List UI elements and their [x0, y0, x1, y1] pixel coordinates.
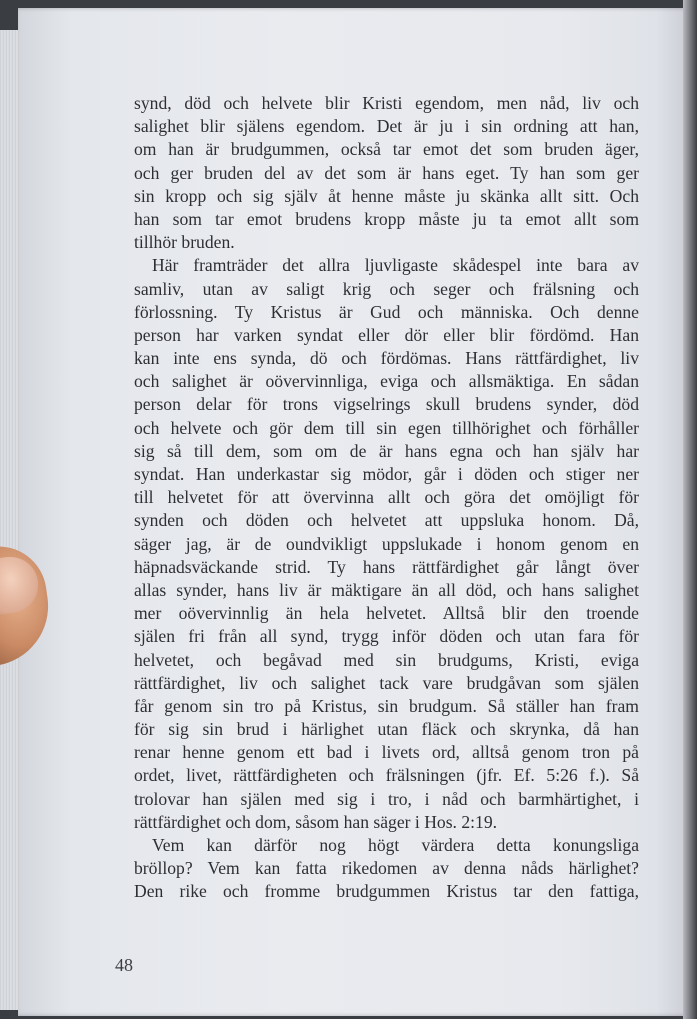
text-line: synd, död och helvete blir Kristi egendom, men nåd, liv och	[134, 93, 639, 113]
text-line: får genom sin tro på Kristus, sin brudgum. Så ställer han fram	[134, 695, 639, 716]
text-line: för sig sin brud i härlighet utan fläck och skrynka, då han	[134, 719, 639, 740]
text-line: Här framträder det allra ljuvligaste skådespel inte bara av	[152, 255, 639, 276]
text-line: sig så till dem, som om de är hans egna och han själv har	[134, 440, 639, 461]
text-line: renar henne genom ett bad i livets ord, alltså genom tron på	[134, 742, 639, 763]
text-line: synden och döden och helvetet att uppsluka honom. Då,	[134, 510, 639, 531]
text-line: och ger bruden del av det som är hans eget. Ty han som ger	[134, 162, 639, 183]
text-line: förlossning. Ty Kristus är Gud och människa. Och denne	[134, 301, 639, 322]
text-line: salighet blir själens egendom. Det är ju i sin ordning att han,	[134, 116, 639, 137]
text-line: syndat. Han underkastar sig mödor, går i döden och stiger ner	[134, 464, 639, 484]
text-line: helvetet, och begåvad med sin brudgums, Kristi, eviga	[134, 649, 639, 670]
body-text	[134, 92, 639, 904]
text-line: rättfärdighet och dom, såsom han säger i Hos. 2:19.	[134, 811, 498, 832]
text-line: sin kropp och sig själv åt henne måste ju skänka allt sitt. Och	[134, 185, 639, 206]
text-line: samliv, utan av saligt krig och seger och frälsning och	[134, 278, 639, 299]
text-line: kan inte ens synda, dö och fördömas. Hans rättfärdighet, liv	[134, 348, 639, 369]
text-line: Den rike och fromme brudgummen Kristus tar den fattiga,	[134, 881, 639, 902]
text-line: person har varken syndat eller dör eller blir fördömd. Han	[134, 324, 639, 345]
text-line: Vem kan därför nog högt värdera detta konungsliga	[152, 835, 639, 855]
book-gutter-shadow	[683, 0, 697, 1019]
text-line: säger jag, är de oundvikligt uppslukade i honom genom en	[134, 533, 639, 554]
text-line: tillhör bruden.	[134, 232, 235, 253]
page-number: 48	[115, 955, 133, 975]
text-line: person delar för trons vigselrings skull brudens synder, död	[134, 394, 639, 415]
text-line: ordet, livet, rättfärdigheten och frälsningen (jfr. Ef. 5:26 f.). Så	[134, 765, 639, 786]
text-line: bröllop? Vem kan fatta rikedomen av denna nåds härlighet?	[134, 858, 639, 879]
text-line: och helvete och gör dem till sin egen tillhörighet och förhåller	[134, 417, 639, 438]
text-line: och salighet är oövervinnliga, eviga och allsmäktiga. En sådan	[134, 371, 639, 392]
text-line: mer oövervinnlig än hela helvetet. Alltså blir den troende	[134, 603, 639, 624]
text-line: själen fri från all synd, trygg inför döden och utan fara för	[134, 626, 639, 647]
text-line: om han är brudgummen, också tar emot det som bruden äger,	[134, 139, 639, 160]
text-line: trolovar han själen med sig i tro, i nåd och barmhärtighet, i	[134, 788, 639, 809]
text-line: häpnadsväckande strid. Ty hans rättfärdighet går långt över	[134, 556, 639, 577]
text-line: han som tar emot brudens kropp måste ju ta emot allt som	[134, 208, 639, 229]
text-line: rättfärdighet, liv och salighet tack vare brudgåvan som själen	[134, 672, 639, 693]
text-line: till helvetet för att övervinna allt och göra det omöjligt för	[134, 487, 639, 508]
text-line: allas synder, hans liv är mäktigare än all död, och hans salighet	[134, 579, 639, 600]
